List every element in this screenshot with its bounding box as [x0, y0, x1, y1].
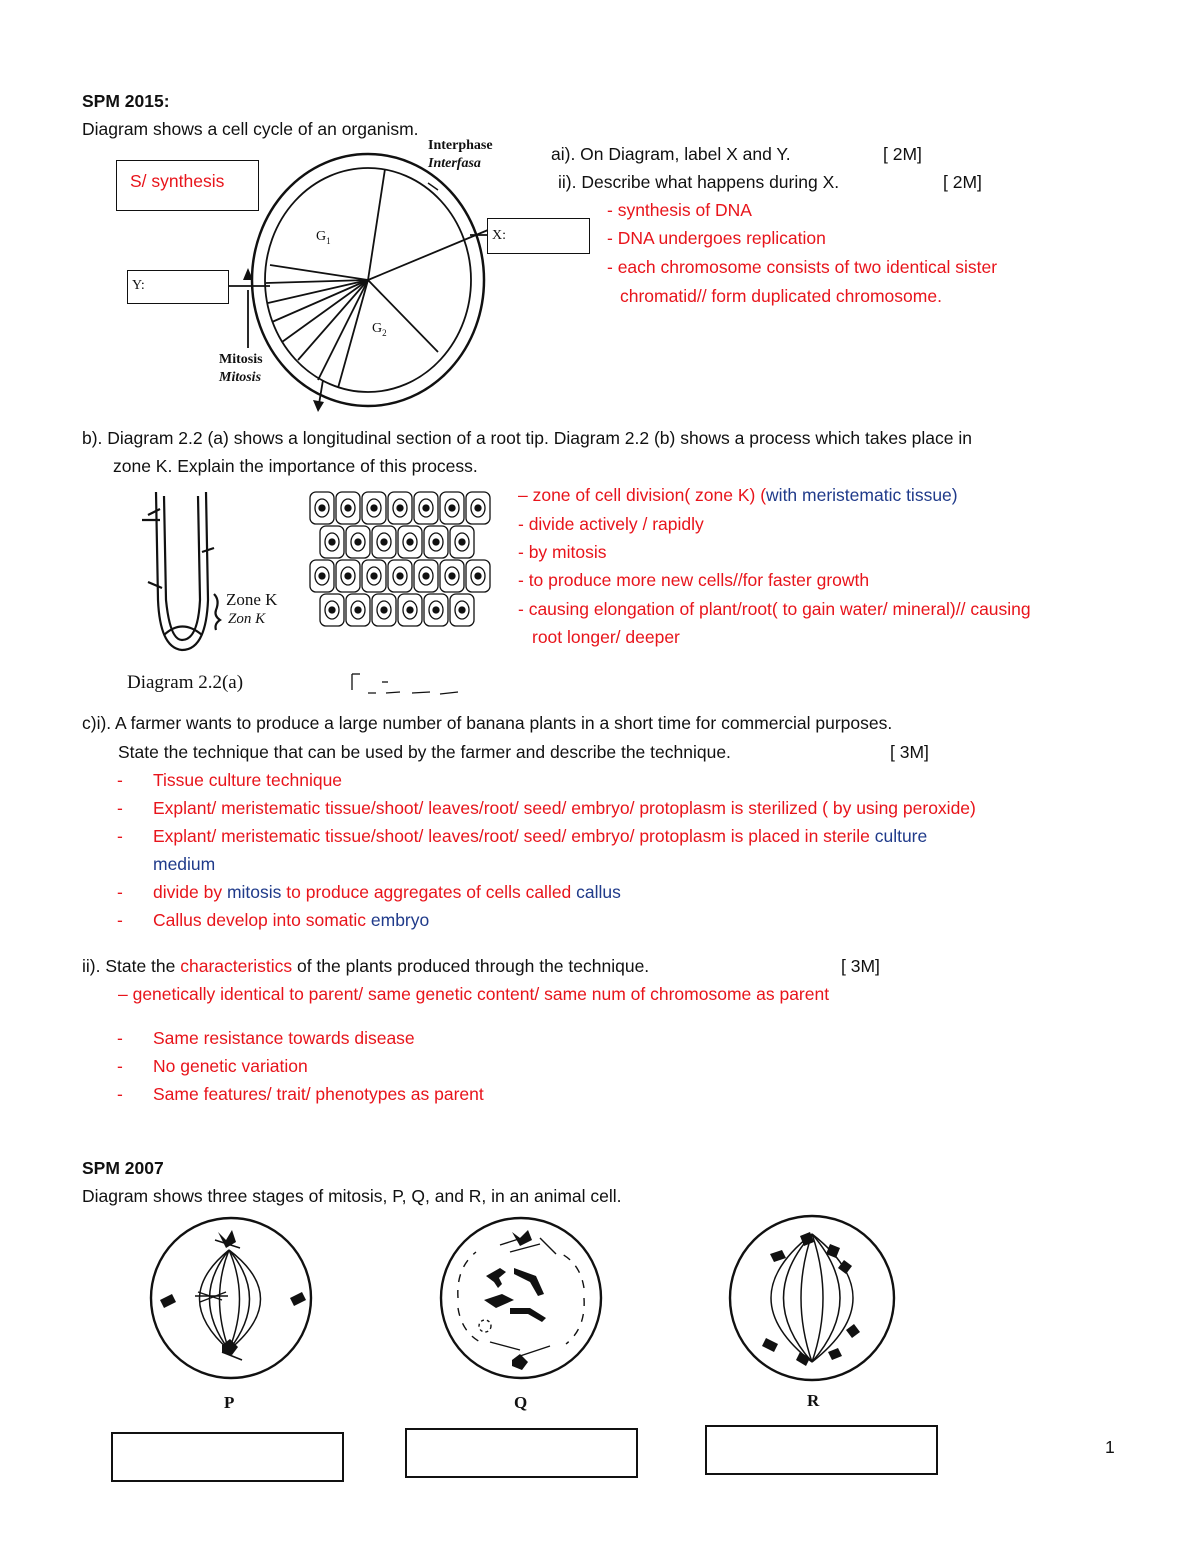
answer-cii-3: Same features/ trait/ phenotypes as parent: [153, 1084, 484, 1104]
label-interphase-en: Interphase: [428, 138, 493, 153]
answer-box-q[interactable]: [405, 1428, 638, 1478]
answer-aii-1: - synthesis of DNA: [607, 200, 752, 220]
answer-aii-4: chromatid// form duplicated chromosome.: [620, 286, 942, 306]
answer-box-r[interactable]: [705, 1425, 938, 1475]
answer-b-5: - causing elongation of plant/root( to gain water/ mineral)// causing: [518, 599, 1031, 619]
bullet-dash: -: [117, 882, 123, 902]
question-b-line1: b). Diagram 2.2 (a) shows a longitudinal section of a root tip. Diagram 2.2 (b) shows a process which takes place in: [82, 428, 973, 448]
label-g1-main: G: [316, 229, 327, 244]
answer-ci-4-blue1: mitosis: [226, 882, 282, 902]
label-mitosis-en: Mitosis: [219, 352, 263, 367]
answer-ci-3-cont: medium: [153, 854, 216, 874]
label-g2-main: G: [372, 321, 383, 336]
bullet-dash: -: [117, 770, 123, 790]
question-b-line2: zone K. Explain the importance of this process.: [113, 456, 478, 476]
bullet-dash: -: [117, 798, 123, 818]
question-ai: ai). On Diagram, label X and Y.: [551, 144, 791, 164]
answer-ci-3-blue: culture: [874, 826, 928, 846]
zone-k-label-en: Zone K: [226, 590, 278, 609]
answer-ci-5-blue: embryo: [370, 910, 430, 930]
answer-ci-4-red1: divide by: [153, 882, 227, 902]
stage-label-r: R: [807, 1391, 820, 1410]
stage-label-q: Q: [514, 1393, 528, 1412]
question-cii-marks: [ 3M]: [841, 956, 880, 976]
zone-k-label-ms: Zon K: [228, 611, 266, 627]
question-cii-pre: ii). State the: [82, 956, 181, 976]
question-ai-marks: [ 2M]: [883, 144, 922, 164]
label-x-text: X:: [492, 228, 506, 243]
answer-cii-2: No genetic variation: [153, 1056, 308, 1076]
question-aii: ii). Describe what happens during X.: [558, 172, 840, 192]
bullet-dash: -: [117, 1056, 123, 1076]
answer-ci-1: Tissue culture technique: [153, 770, 343, 790]
label-g2-sub: 2: [382, 327, 387, 338]
answer-aii-3: - each chromosome consists of two identical sister: [607, 257, 998, 277]
question-ci-line1: c)i). A farmer wants to produce a large number of banana plants in a short time for commercial purposes.: [82, 713, 893, 733]
question-ci-line2: State the technique that can be used by the farmer and describe the technique.: [118, 742, 731, 762]
answer-box-s-text: S/ synthesis: [130, 171, 225, 191]
label-mitosis-ms: Mitosis: [219, 370, 262, 385]
section1-heading: SPM 2015:: [82, 91, 170, 111]
answer-b-2: - divide actively / rapidly: [518, 514, 704, 534]
section2-heading: SPM 2007: [82, 1158, 164, 1178]
question-cii-post: of the plants produced through the technique.: [292, 956, 650, 976]
answer-cii-main: – genetically identical to parent/ same genetic content/ same num of chromosome as parent: [118, 984, 830, 1004]
label-g1-sub: 1: [326, 235, 331, 246]
label-y-text: Y:: [132, 278, 145, 293]
diagram-2-2a-caption: Diagram 2.2(a): [127, 672, 244, 693]
answer-b-4: - to produce more new cells//for faster growth: [518, 570, 870, 590]
page-number: 1: [1105, 1437, 1115, 1457]
section2-intro: Diagram shows three stages of mitosis, P, Q, and R, in an animal cell.: [82, 1186, 622, 1206]
answer-box-p[interactable]: [111, 1432, 344, 1482]
answer-ci-3-red: Explant/ meristematic tissue/shoot/ leaves/root/ seed/ embryo/ protoplasm is placed in sterile: [153, 826, 875, 846]
answer-aii-2: - DNA undergoes replication: [607, 228, 826, 248]
answer-b-3: - by mitosis: [518, 542, 607, 562]
question-aii-marks: [ 2M]: [943, 172, 982, 192]
bullet-dash: -: [117, 1084, 123, 1104]
answer-ci-4-blue2: callus: [576, 882, 621, 902]
question-cii-red: characteristics: [180, 956, 293, 976]
section1-intro: Diagram shows a cell cycle of an organism.: [82, 119, 419, 139]
answer-b-1-blue: with meristematic tissue): [766, 485, 958, 505]
label-interphase-ms: Interfasa: [428, 156, 481, 171]
bullet-dash: -: [117, 1028, 123, 1048]
bullet-dash: -: [117, 910, 123, 930]
bullet-dash: -: [117, 826, 123, 846]
answer-ci-4-red2: to produce aggregates of cells called: [281, 882, 577, 902]
question-ci-marks: [ 3M]: [890, 742, 929, 762]
stage-label-p: P: [224, 1393, 235, 1412]
answer-ci-2: Explant/ meristematic tissue/shoot/ leaves/root/ seed/ embryo/ protoplasm is sterilized ( by using peroxide): [153, 798, 976, 818]
answer-b-1-red: – zone of cell division( zone K) (: [518, 485, 767, 505]
answer-ci-5-red: Callus develop into somatic: [153, 910, 371, 930]
answer-b-6: root longer/ deeper: [532, 627, 680, 647]
answer-cii-1: Same resistance towards disease: [153, 1028, 415, 1048]
